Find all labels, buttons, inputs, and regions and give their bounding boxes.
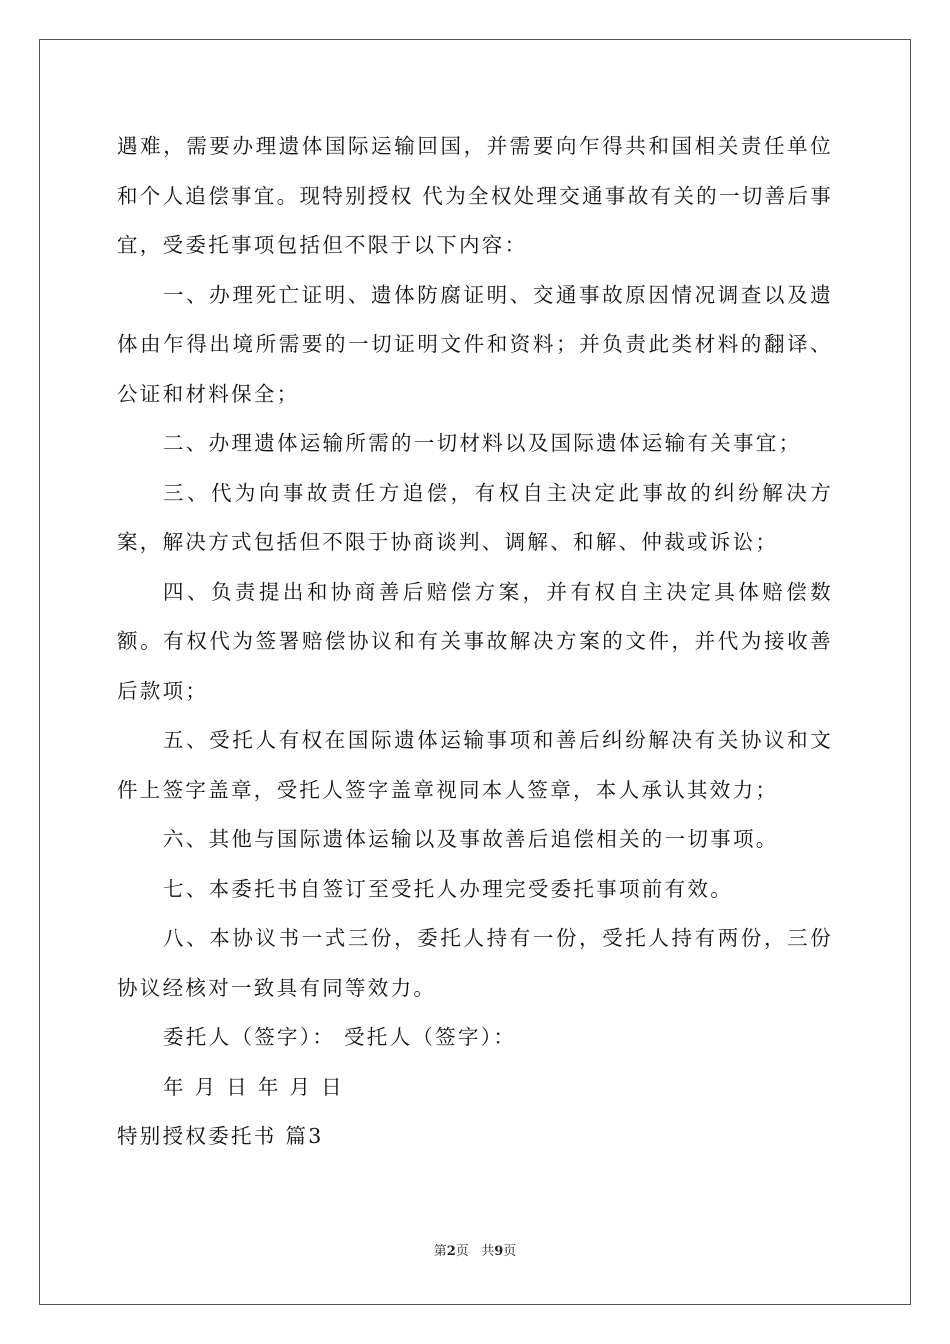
paragraph-item-1: 一、办理死亡证明、遗体防腐证明、交通事故原因情况调查以及遗体由乍得出境所需要的一切证明文件和资料；并负责此类材料的翻译、公证和材料保全； [117,282,833,406]
paragraph-item-4: 四、负责提出和协商善后赔偿方案，并有权自主决定具体赔偿数额。有权代为签署赔偿协议和有关事故解决方案的文件，并代为接收善后款项； [117,579,833,703]
total-prefix: 共 [481,1244,495,1259]
paragraph-item-8: 八、本协议书一式三份，委托人持有一份，受托人持有两份，三份协议经核对一致具有同等效力。 [117,926,833,1000]
paragraph-intro: 遇难，需要办理遗体国际运输回国，并需要向乍得共和国相关责任单位和个人追偿事宜。现特别授权 代为全权处理交通事故有关的一切善后事宜，受委托事项包括但不限于以下内容： [117,134,833,257]
signature-line: 委托人（签字）： 受托人（签字）： [163,1025,517,1049]
document-body [117,122,833,1162]
paragraph-item-7: 七、本委托书自签订至受托人办理完受委托事项前有效。 [163,876,733,901]
date-line: 年 月 日 年 月 日 [163,1074,344,1099]
section-heading: 特别授权委托书 篇3 [117,1124,324,1148]
total-page-number: 9 [494,1244,504,1259]
paragraph-item-2: 二、办理遗体运输所需的一切材料以及国际遗体运输有关事宜； [163,431,802,455]
page-suffix: 页 [455,1244,469,1259]
page-prefix: 第 [433,1244,447,1259]
page-footer [0,1244,950,1260]
paragraph-item-3: 三、代为向事故责任方追偿，有权自主决定此事故的纠纷解决方案，解决方式包括但不限于协商谈判、调解、和解、仲裁或诉讼； [117,480,833,554]
current-page-number: 2 [446,1244,456,1259]
paragraph-item-5: 五、受托人有权在国际遗体运输事项和善后纠纷解决有关协议和文件上签字盖章，受托人签字盖章视同本人签章，本人承认其效力； [117,728,833,802]
total-suffix: 页 [503,1244,517,1259]
paragraph-item-6: 六、其他与国际遗体运输以及事故善后追偿相关的一切事项。 [163,827,779,851]
